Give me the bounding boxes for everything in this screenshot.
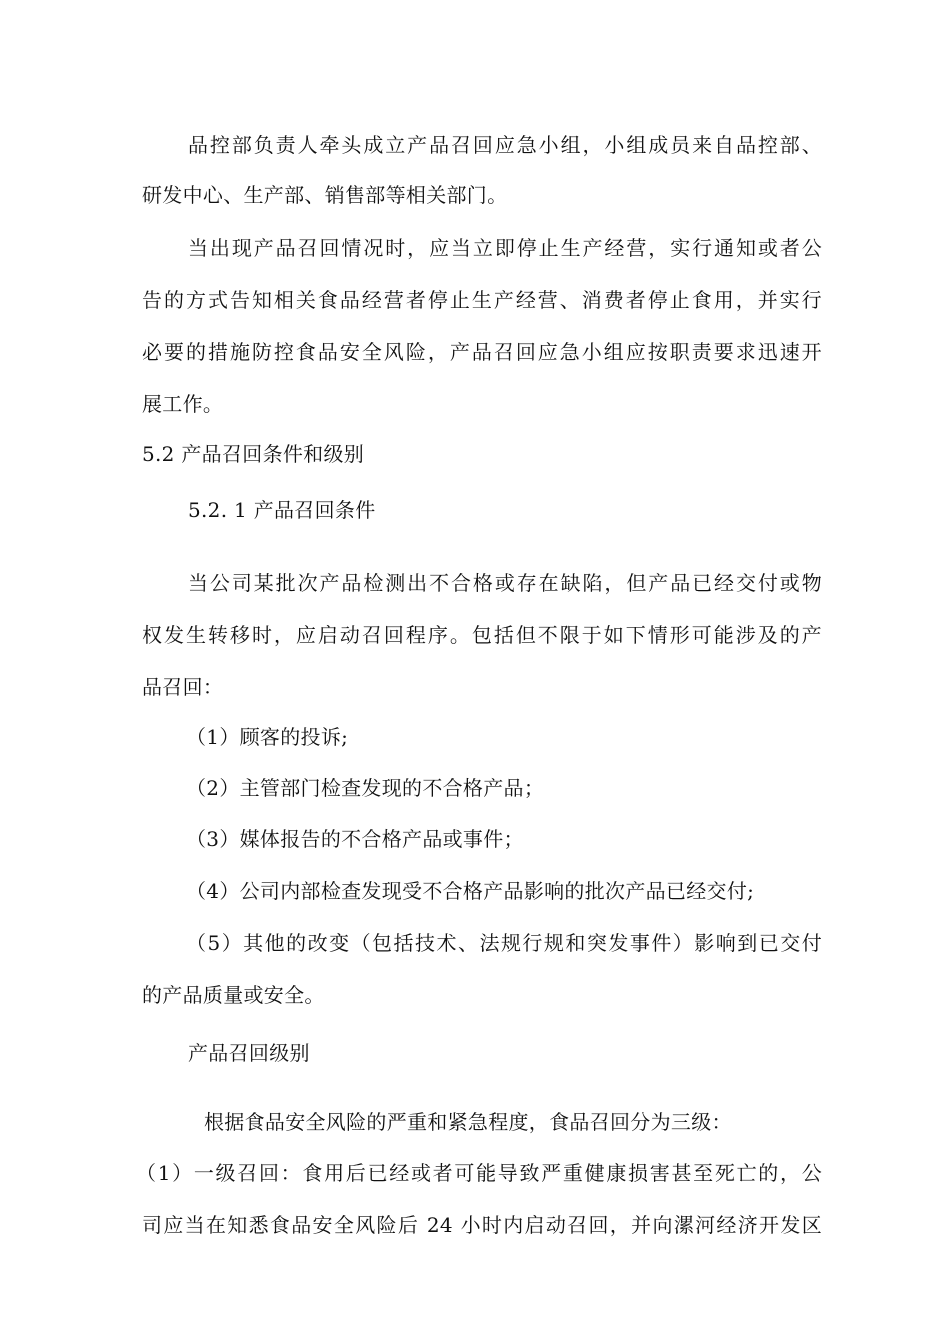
list-item: （3）媒体报告的不合格产品或事件；: [186, 827, 524, 851]
list-item: （1）顾客的投诉;: [186, 725, 349, 749]
paragraph-line: 研发中心、生产部、销售部等相关部门。: [142, 183, 508, 207]
paragraph-line: 展工作。: [142, 392, 224, 416]
section-heading: 5.2 产品召回条件和级别: [142, 442, 365, 466]
paragraph-line: 当公司某批次产品检测出不合格或存在缺陷，但产品已经交付或物: [188, 571, 822, 595]
list-item: （5）其他的改变（包括技术、法规行规和突发事件）影响到已交付: [186, 931, 822, 955]
list-item: （2）主管部门检查发现的不合格产品；: [186, 776, 545, 800]
paragraph-line: 告的方式告知相关食品经营者停止生产经营、消费者停止食用，并实行: [142, 288, 822, 312]
paragraph-line: 当出现产品召回情况时，应当立即停止生产经营，实行通知或者公: [188, 236, 822, 260]
paragraph-line: 品控部负责人牵头成立产品召回应急小组，小组成员来自品控部、: [188, 133, 822, 157]
subsection-heading: 产品召回级别: [188, 1041, 310, 1065]
list-item: （4）公司内部检查发现受不合格产品影响的批次产品已经交付;: [186, 879, 755, 903]
paragraph-line: 根据食品安全风险的严重和紧急程度，食品召回分为三级：: [204, 1110, 732, 1134]
paragraph-line: 司应当在知悉食品安全风险后 24 小时内启动召回，并向漯河经济开发区: [142, 1213, 822, 1237]
list-item-continuation: 的产品质量或安全。: [142, 983, 325, 1007]
paragraph-line: 品召回：: [142, 675, 224, 699]
paragraph-line: 必要的措施防控食品安全风险，产品召回应急小组应按职责要求迅速开: [142, 340, 822, 364]
paragraph-line: 权发生转移时，应启动召回程序。包括但不限于如下情形可能涉及的产: [142, 623, 822, 647]
paragraph-line: （1）一级召回：食用后已经或者可能导致严重健康损害甚至死亡的，公: [136, 1161, 822, 1185]
subsection-heading: 5.2. 1 产品召回条件: [188, 498, 376, 522]
